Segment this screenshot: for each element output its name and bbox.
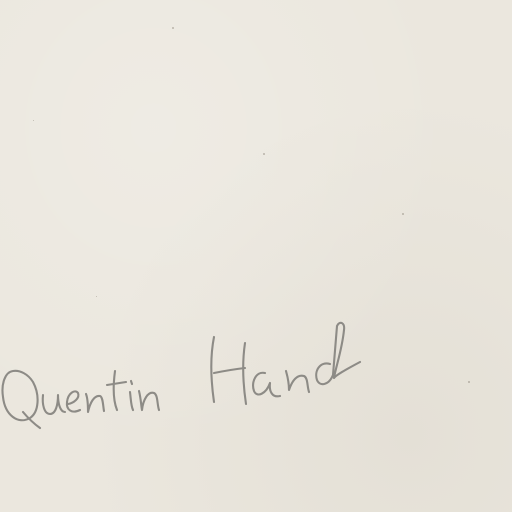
paper-speck [468, 381, 470, 383]
paper-speck [33, 120, 34, 121]
paper-speck [96, 296, 97, 297]
handwritten-signature [0, 300, 380, 450]
paper-speck [402, 213, 404, 215]
paper-speck [263, 153, 265, 155]
paper-speck [172, 27, 174, 29]
